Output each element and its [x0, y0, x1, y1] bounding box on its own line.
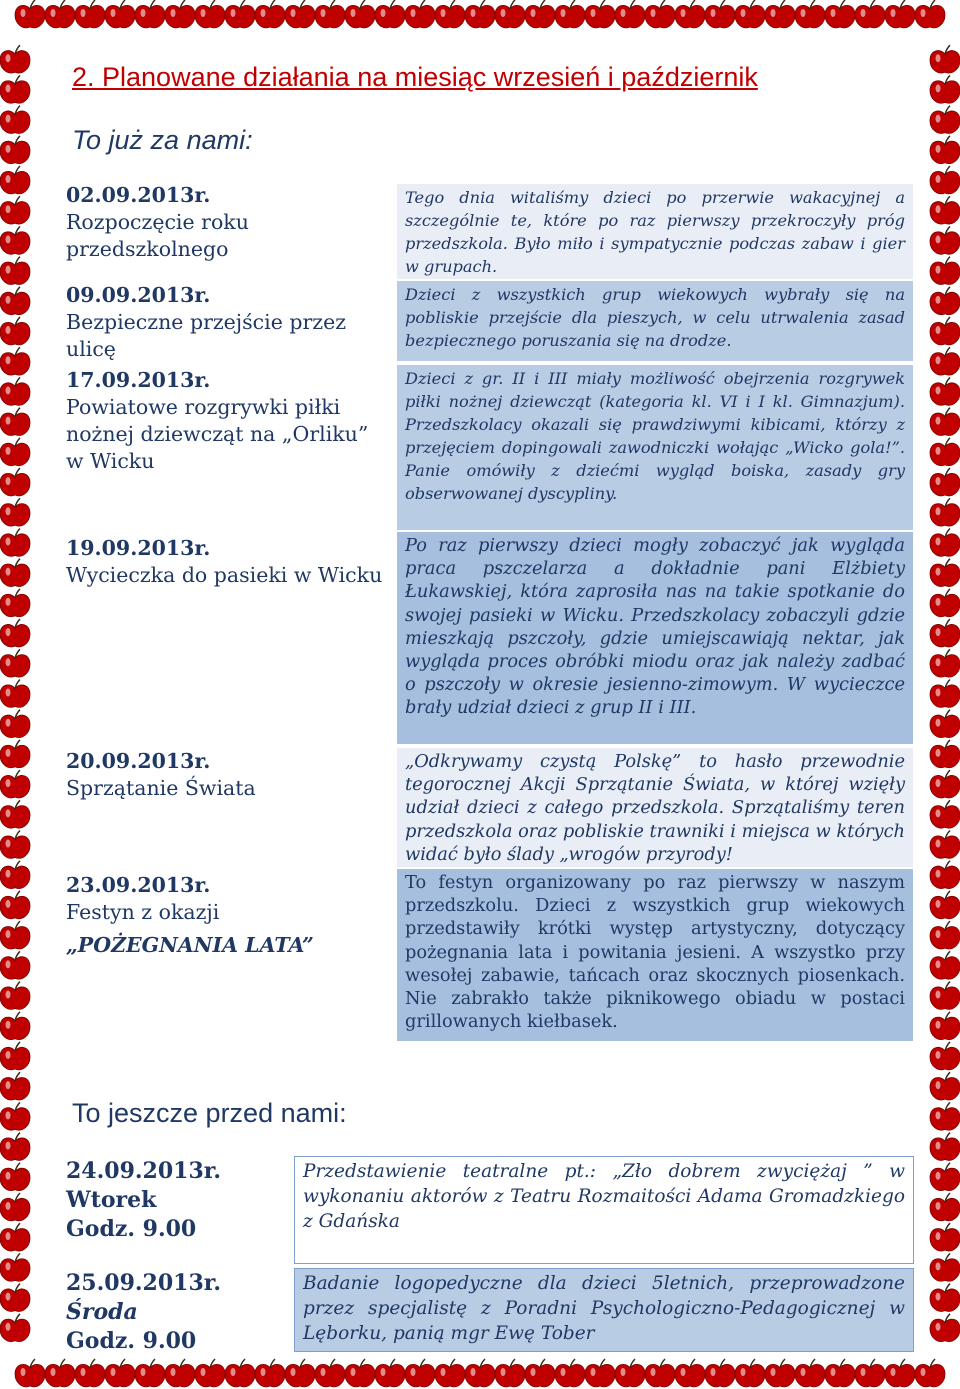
apple-icon	[45, 1359, 75, 1387]
apple-icon	[0, 680, 30, 708]
apple-icon	[930, 1042, 960, 1070]
apple-icon	[165, 1359, 195, 1387]
apple-icon	[0, 377, 30, 405]
apple-icon	[675, 0, 705, 28]
apple-icon	[0, 287, 30, 315]
apple-icon	[225, 0, 255, 28]
apple-icon	[930, 136, 960, 164]
apple-icon	[930, 951, 960, 979]
apple-icon	[585, 1359, 615, 1387]
apple-icon	[930, 528, 960, 556]
event-name: Powiatowe rozgrywki piłki nożnej dziewcząt na „Orliku” w Wicku	[66, 395, 369, 473]
apple-icon	[930, 75, 960, 103]
apple-icon	[75, 1359, 105, 1387]
event-day: Środa	[66, 1299, 138, 1325]
past-event-1	[66, 182, 386, 263]
apple-icon	[225, 1359, 255, 1387]
apple-icon	[645, 0, 675, 28]
past-events-heading: To już za nami:	[72, 125, 253, 155]
future-events-heading: To jeszcze przed nami:	[72, 1098, 347, 1128]
apple-icon	[0, 649, 30, 677]
apple-icon	[795, 1359, 825, 1387]
apple-icon	[0, 408, 30, 436]
apple-icon	[930, 680, 960, 708]
apple-icon	[0, 831, 30, 859]
apple-icon	[930, 1133, 960, 1161]
apple-icon	[930, 196, 960, 224]
apple-icon	[525, 1359, 555, 1387]
event-date: 19.09.2013r.	[66, 536, 211, 560]
apple-icon	[0, 1072, 30, 1100]
apple-icon	[435, 1359, 465, 1387]
apple-icon	[555, 0, 585, 28]
future-event-2	[66, 1269, 286, 1356]
apple-icon	[555, 1359, 585, 1387]
apple-icon	[930, 1223, 960, 1251]
apple-icon	[0, 1163, 30, 1191]
apple-icon	[15, 0, 45, 28]
apple-icon	[930, 287, 960, 315]
event-description: To festyn organizowany po raz pierwszy w naszym przedszkolu. Dzieci z wszystkich grup wiekowych przedstawiły krótki występ artystyczny, dotyczący pożegnania lata i powitania jesieni. A wszystko przy wesołej zabawie, tańcach oraz skocznych piosenkach. Nie zabrakło także piknikowego obiadu w postaci grillowanych kiełbasek.	[396, 868, 914, 1042]
apple-icon	[435, 0, 465, 28]
apple-icon	[405, 0, 435, 28]
event-name: Bezpieczne przejście przez ulicę	[66, 310, 347, 361]
apple-icon	[0, 468, 30, 496]
apple-icon	[465, 0, 495, 28]
event-name: Sprzątanie Świata	[66, 776, 256, 800]
apple-icon	[930, 921, 960, 949]
apple-icon	[930, 589, 960, 617]
apple-icon	[930, 559, 960, 587]
apple-icon	[75, 0, 105, 28]
apple-icon	[0, 1284, 30, 1312]
apple-icon	[0, 317, 30, 345]
event-description: Badanie logopedyczne dla dzieci 5letnich, przeprowadzone przez specjalistę z Poradni Psychologiczno-Pedagogicznej w Lęborku, panią mgr Ewę Tober	[294, 1268, 914, 1352]
apple-icon	[285, 1359, 315, 1387]
apple-icon	[375, 0, 405, 28]
event-description: Tego dnia witaliśmy dzieci po przerwie wakacyjnej a szczególnie te, które po raz pierwszy przekroczyły próg przedszkola. Było miło i sympatycznie podczas zabaw i gier w grupach.	[396, 183, 914, 280]
event-date: 23.09.2013r.	[66, 873, 211, 897]
event-time: Godz. 9.00	[66, 1216, 197, 1242]
apple-icon	[0, 196, 30, 224]
apple-icon	[0, 45, 30, 73]
apple-icon	[0, 528, 30, 556]
apple-icon	[0, 438, 30, 466]
apple-icon	[0, 1314, 30, 1342]
apple-icon	[615, 0, 645, 28]
apple-icon	[930, 408, 960, 436]
apple-icon	[0, 347, 30, 375]
apple-icon	[255, 0, 285, 28]
event-day: Wtorek	[66, 1187, 157, 1213]
event-description: Dzieci z wszystkich grup wiekowych wybrały się na pobliskie przejście dla pieszych, w celu utrwalenia zasad bezpiecznego poruszania się na drodze.	[396, 280, 914, 362]
apple-icon	[0, 1253, 30, 1281]
apple-icon	[105, 0, 135, 28]
apple-icon	[885, 1359, 915, 1387]
apple-icon	[135, 1359, 165, 1387]
event-description: Po raz pierwszy dzieci mogły zobaczyć jak wygląda praca pszczelarza a dokładnie pani Elżbiety Łukawskiej, która zaprosiła nas na takie spotkanie do swojej pasieki w Wicku. Przedszkolacy zobaczyli gdzie mieszkają pszczoły, gdzie umiejscawiają nektar, jak wygląda proces obróbki miodu oraz jak należy zadbać o pszczoły w okresie jesienno-zimowym. W wycieczce brały udział dzieci z grup II i III.	[396, 531, 914, 745]
apple-icon	[0, 861, 30, 889]
apple-icon	[645, 1359, 675, 1387]
event-date: 09.09.2013r.	[66, 283, 211, 307]
apple-icon	[930, 1102, 960, 1130]
event-description: Przedstawienie teatralne pt.: „Zło dobrem zwyciężaj ” w wykonaniu aktorów z Teatru Rozmaitości Adama Gromadzkiego z Gdańska	[294, 1156, 914, 1264]
event-date: 24.09.2013r.	[66, 1158, 222, 1184]
apple-icon	[165, 0, 195, 28]
apple-icon	[930, 710, 960, 738]
apple-icon	[345, 1359, 375, 1387]
apple-icon	[930, 166, 960, 194]
apple-icon	[855, 0, 885, 28]
apple-icon	[525, 0, 555, 28]
apple-icon	[0, 589, 30, 617]
apple-icon	[0, 800, 30, 828]
apple-icon	[930, 649, 960, 677]
apple-icon	[0, 921, 30, 949]
apple-icon	[0, 75, 30, 103]
apple-icon	[930, 1012, 960, 1040]
apple-icon	[930, 891, 960, 919]
apple-icon	[0, 166, 30, 194]
past-event-3	[66, 367, 386, 475]
event-date: 02.09.2013r.	[66, 183, 211, 207]
event-subtitle: „POŻEGNANIA LATA”	[66, 933, 314, 957]
apple-icon	[345, 0, 375, 28]
apple-icon	[0, 740, 30, 768]
apple-icon	[825, 0, 855, 28]
apple-icon	[465, 1359, 495, 1387]
apple-icon	[930, 106, 960, 134]
apple-icon	[495, 0, 525, 28]
apple-icon	[0, 982, 30, 1010]
apple-icon	[0, 106, 30, 134]
event-name: Festyn z okazji	[66, 900, 220, 924]
apple-icon	[930, 1253, 960, 1281]
apple-icon	[615, 1359, 645, 1387]
apple-icon	[405, 1359, 435, 1387]
apple-icon	[930, 1314, 960, 1342]
apple-icon	[0, 1042, 30, 1070]
apple-icon	[930, 377, 960, 405]
apple-icon	[930, 800, 960, 828]
apple-icon	[675, 1359, 705, 1387]
apple-icon	[0, 951, 30, 979]
apple-icon	[930, 1193, 960, 1221]
apple-icon	[915, 0, 945, 28]
apple-icon	[0, 498, 30, 526]
apple-icon	[930, 861, 960, 889]
apple-icon	[930, 468, 960, 496]
apple-icon	[45, 0, 75, 28]
apple-icon	[930, 1163, 960, 1191]
apple-icon	[0, 710, 30, 738]
apple-icon	[0, 257, 30, 285]
event-description: Dzieci z gr. II i III miały możliwość obejrzenia rozgrywek piłki nożnej dziewcząt (kategoria kl. VI i I kl. Gimnazjum). Przedszkolacy okazali się prawdziwymi kibicami, którzy z przejęciem dopingowali zawodniczki wołając „Wicko gola!”. Panie omówiły z dziećmi wygląd boiska, zasady gry obserwowanej dyscypliny.	[396, 364, 914, 531]
past-event-4	[66, 535, 386, 589]
apple-icon	[765, 0, 795, 28]
apple-icon	[0, 1102, 30, 1130]
apple-icon	[930, 257, 960, 285]
apple-icon	[930, 45, 960, 73]
apple-icon	[855, 1359, 885, 1387]
page-title: 2. Planowane działania na miesiąc wrzesień i październik	[72, 62, 758, 92]
event-description: „Odkrywamy czystą Polskę” to hasło przewodnie tegorocznej Akcji Sprzątanie Świata, w której wzięły udział dzieci z całego przedszkola. Sprzątaliśmy teren przedszkola oraz pobliskie trawniki i miejsca w których widać było ślady „wrogów przyrody!	[396, 747, 914, 868]
apple-icon	[705, 1359, 735, 1387]
apple-icon	[195, 0, 225, 28]
apple-icon	[15, 1359, 45, 1387]
apple-icon	[930, 226, 960, 254]
apple-icon	[0, 891, 30, 919]
apple-icon	[0, 770, 30, 798]
event-date: 25.09.2013r.	[66, 1270, 222, 1296]
apple-icon	[285, 0, 315, 28]
event-name: Wycieczka do pasieki w Wicku	[66, 563, 383, 587]
past-event-2	[66, 282, 386, 363]
apple-icon	[0, 1133, 30, 1161]
apple-icon	[0, 1012, 30, 1040]
apple-icon	[930, 770, 960, 798]
apple-icon	[585, 0, 615, 28]
event-name: Rozpoczęcie roku przedszkolnego	[66, 210, 249, 261]
apple-icon	[930, 740, 960, 768]
event-date: 20.09.2013r.	[66, 749, 211, 773]
apple-icon	[195, 1359, 225, 1387]
apple-icon	[795, 0, 825, 28]
event-date: 17.09.2013r.	[66, 368, 211, 392]
past-event-5	[66, 748, 386, 802]
apple-icon	[255, 1359, 285, 1387]
apple-icon	[885, 0, 915, 28]
apple-icon	[705, 0, 735, 28]
apple-icon	[765, 1359, 795, 1387]
apple-icon	[930, 619, 960, 647]
apple-icon	[315, 1359, 345, 1387]
apple-icon	[930, 317, 960, 345]
apple-icon	[0, 1193, 30, 1221]
apple-icon	[930, 982, 960, 1010]
apple-icon	[0, 136, 30, 164]
apple-icon	[930, 831, 960, 859]
future-event-1	[66, 1157, 286, 1244]
apple-icon	[930, 1072, 960, 1100]
apple-icon	[375, 1359, 405, 1387]
apple-icon	[0, 619, 30, 647]
apple-icon	[930, 498, 960, 526]
apple-icon	[825, 1359, 855, 1387]
apple-icon	[315, 0, 345, 28]
apple-icon	[915, 1359, 945, 1387]
apple-icon	[930, 347, 960, 375]
apple-icon	[735, 1359, 765, 1387]
apple-icon	[930, 1284, 960, 1312]
apple-icon	[735, 0, 765, 28]
past-event-6	[66, 872, 386, 959]
apple-icon	[0, 226, 30, 254]
apple-icon	[495, 1359, 525, 1387]
apple-icon	[105, 1359, 135, 1387]
event-time: Godz. 9.00	[66, 1328, 197, 1354]
apple-icon	[0, 559, 30, 587]
apple-icon	[135, 0, 165, 28]
apple-icon	[930, 438, 960, 466]
apple-icon	[0, 1223, 30, 1251]
